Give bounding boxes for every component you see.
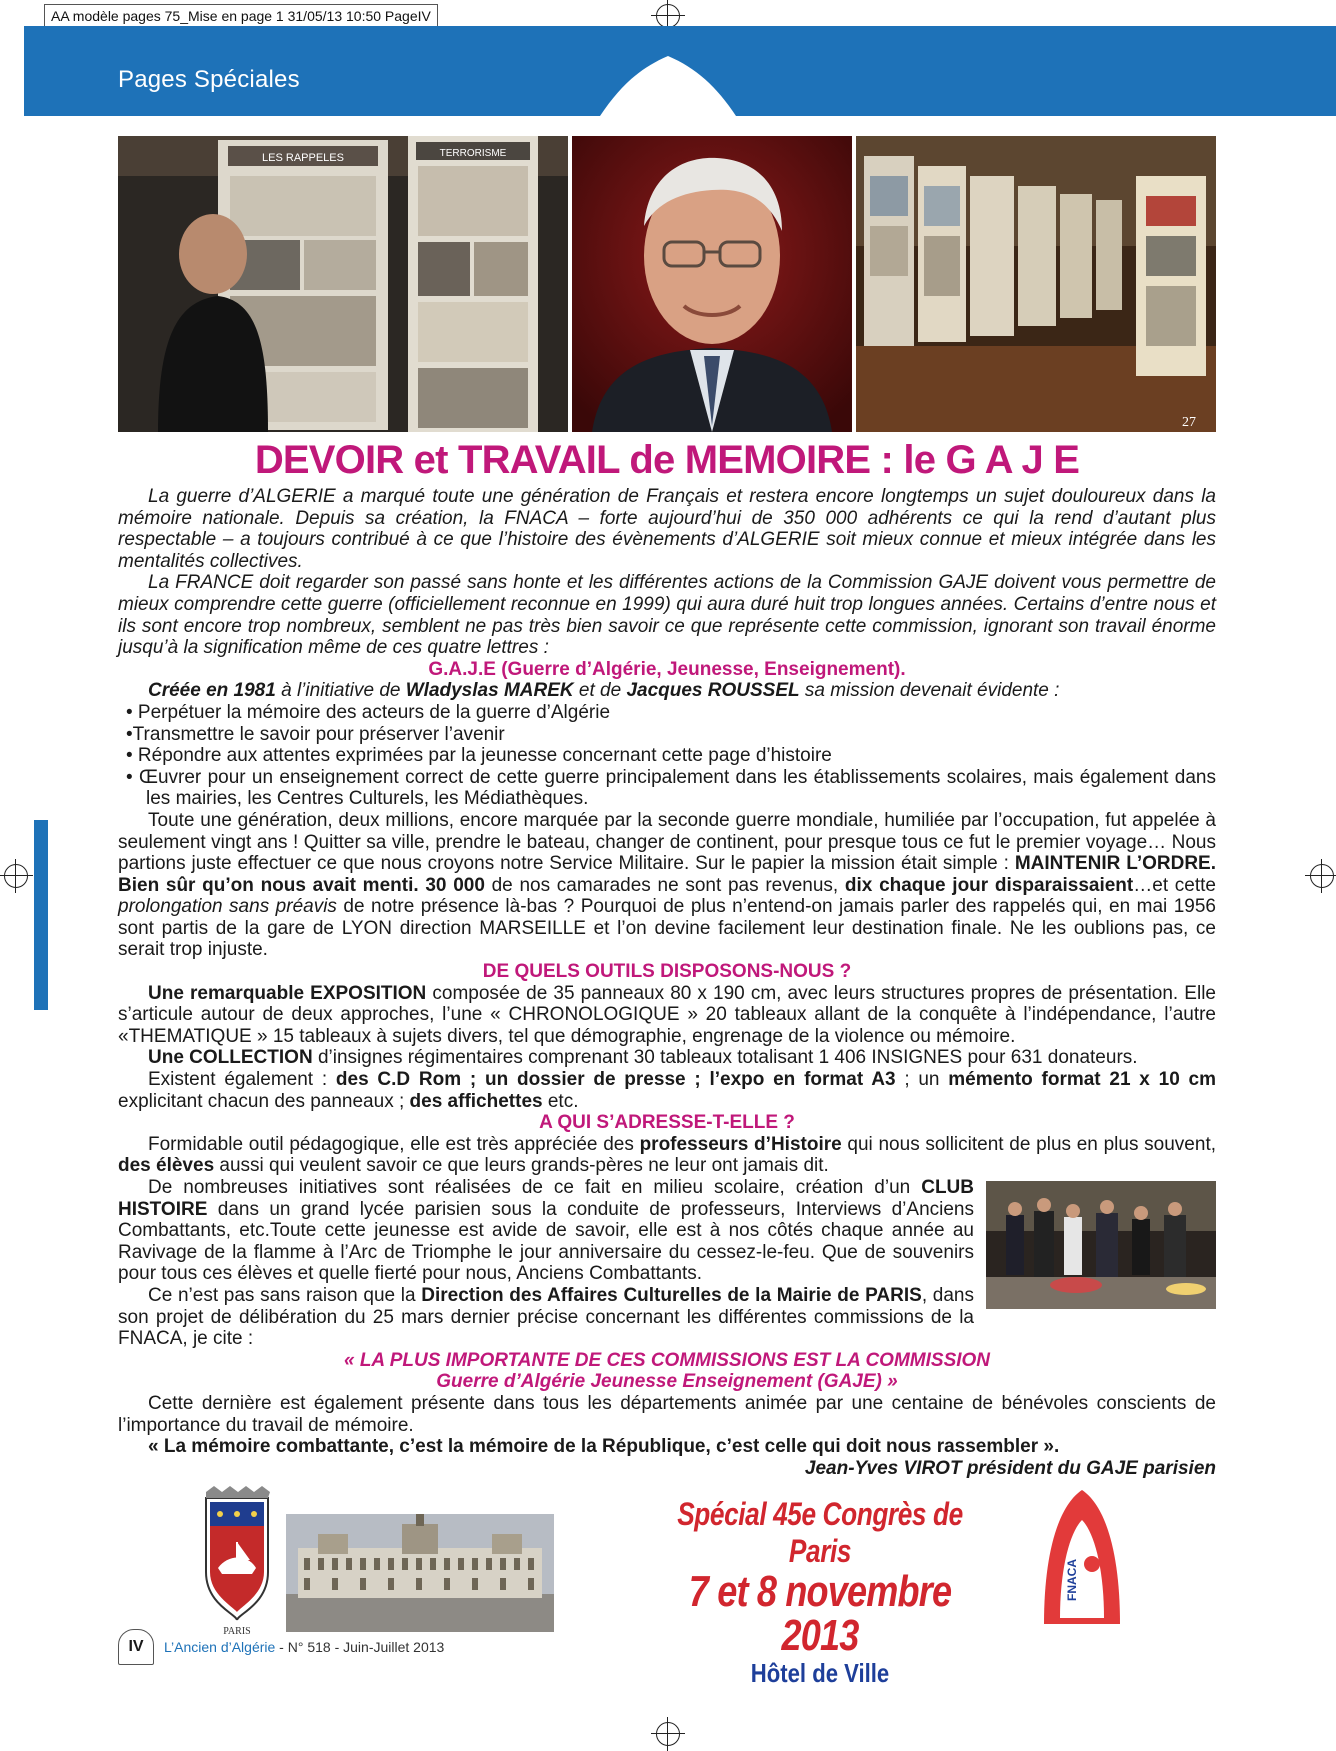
publication-name: L’Ancien d’Algérie bbox=[164, 1639, 276, 1655]
mission-bullet: •Transmettre le savoir pour préserver l’avenir bbox=[126, 723, 505, 745]
panel-label-terrorisme: TERRORISME bbox=[439, 148, 507, 159]
created-date: Créée en 1981 bbox=[148, 680, 276, 702]
materials-paragraph: Existent également : des C.D Rom ; un dossier de presse ; l’expo en format A3 ; un mémento format 21 x 10 cm explicitant chacun des panneaux ; des affichettes etc. bbox=[118, 1069, 1217, 1112]
founder-1: Wladyslas MAREK bbox=[405, 680, 574, 702]
article-body bbox=[118, 486, 1216, 1479]
motto-paragraph: « La mémoire combattante, c’est la mémoire de la République, c’est celle qui doit nous rassembler ». bbox=[148, 1436, 1060, 1458]
exhibition-hall-photo bbox=[856, 136, 1216, 432]
side-color-bar bbox=[34, 820, 48, 1010]
signature: Jean-Yves VIROT président du GAJE parisien bbox=[804, 1457, 1216, 1479]
header-arch-ornament bbox=[0, 0, 1336, 130]
congress-line-3: Hôtel de Ville bbox=[750, 1658, 890, 1688]
closing-paragraph: Cette dernière est également présente dans tous les départements animée par une centaine de bénévoles conscients de l’importance du travail de mémoire. bbox=[118, 1392, 1216, 1436]
print-slug: AA modèle pages 75_Mise en page 1 31/05/13 10:50 PageIV bbox=[44, 4, 438, 28]
page-footer bbox=[118, 1630, 444, 1664]
created-paragraph: Créée en 1981 à l’initiative de Wladyslas MAREK et de Jacques ROUSSEL sa mission devenait évidente : bbox=[148, 680, 1060, 702]
panel-label-rappeles: LES RAPPELES bbox=[262, 152, 344, 164]
collection-paragraph: Une COLLECTION d’insignes régimentaires comprenant 30 tableaux totalisant 1 406 INSIGNES pour 631 donateurs. bbox=[148, 1047, 1138, 1069]
publication-info bbox=[164, 1639, 444, 1655]
acronym-line: G.A.J.E (Guerre d’Algérie, Jeunesse, Enseignement). bbox=[428, 658, 906, 680]
exposition-paragraph: Une remarquable EXPOSITION composée de 35 panneaux 80 x 190 cm, avec leurs structures propres de présentation. Elle s’articule autour de deux approches, l’une « CHRONOLOGIQUE » 20 tableaux allant de la conquête à l’indépendance, l’autre «THEMATIQUE » 15 tableaux à sujets divers, tel que démographie, engrenage de la violence ou mémoire. bbox=[118, 982, 1216, 1047]
panel-number: 27 bbox=[1182, 415, 1196, 430]
registration-mark-left bbox=[4, 864, 28, 888]
intro-paragraph-2: La FRANCE doit regarder son passé sans honte et les différentes actions de la Commission GAJE doivent vous permettre de mieux comprendre cette guerre (officiellement reconnue en 1999) qui aura duré huit trop longues années. Certains d’entre nous et ils sont encore trop nombreux, semblent ne pas très bien savoir ce que représente cette commission, ignorant son travail énorme jusqu’à la signification même de ces quatre lettres : bbox=[118, 572, 1216, 659]
heading-tools: DE QUELS OUTILS DISPOSONS-NOUS ? bbox=[482, 961, 852, 983]
ceremony-photo bbox=[986, 1181, 1216, 1309]
mission-bullet: • Œuvrer pour un enseignement correct de cette guerre principalement dans les établissements scolaires, mais également dans les mairies, les Centres Culturels, les Médiathèques. bbox=[126, 766, 1216, 810]
photo-strip bbox=[118, 136, 1216, 432]
mission-bullet: • Répondre aux attentes exprimées par la jeunesse concernant cette page d’histoire bbox=[126, 745, 832, 767]
congress-line-1: Spécial 45e Congrès de Paris bbox=[677, 1496, 963, 1569]
quote-line-2: Guerre d’Algérie Jeunesse Enseignement (GAJE) » bbox=[436, 1371, 898, 1393]
quote-line-1: « LA PLUS IMPORTANTE DE CES COMMISSIONS EST LA COMMISSION bbox=[343, 1349, 991, 1371]
school-paragraph: De nombreuses initiatives sont réalisées de ce fait en milieu scolaire, création d’un CLUB HISTOIRE dans un grand lycée parisien sous la conduite de professeurs, Interviews d’Anciens Combattants, etc.Toute cette jeunesse est avide de savoir, elle est à nos côtés chaque année au Ravivage de la flamme à l’Arc de Triomphe le jour anniversaire du cessez-le-feu. Que de souvenirs pour tous ces élèves et quelle fierté pour nous, Anciens Combattants. bbox=[118, 1177, 974, 1285]
portrait-photo bbox=[572, 136, 852, 432]
section-label: Pages Spéciales bbox=[118, 66, 300, 93]
heading-audience: A QUI S’ADRESSE-T-ELLE ? bbox=[539, 1112, 795, 1134]
tool-paragraph: Formidable outil pédagogique, elle est très appréciée des professeurs d’Histoire qui nous sollicitent de plus en plus souvent, des élèves aussi qui veulent savoir ce que leurs grands-pères ne leur ont jamais dit. bbox=[118, 1133, 1217, 1177]
congress-line-2: 7 et 8 novembre 2013 bbox=[688, 1567, 952, 1660]
generation-paragraph: Toute une génération, deux millions, encore marquée par la seconde guerre mondiale, humiliée par l’occupation, fut appelée à seulement vingt ans ! Quitter sa ville, prendre le bateau, changer de continent, pour presque tous ce fut le premier voyage… Nous partions juste effectuer ce que nous croyons notre Service Militaire. Sur le papier la mission était simple : MAINTENIR L’ORDRE. Bien sûr qu’on nous avait menti. 30 000 de nos camarades ne sont pas revenus, dix chaque jour disparaissaient…et cette prolongation sans préavis de notre présence là-bas ? Pourquoi de plus n’entend-on jamais parler des rappelés qui, en mai 1956 sont partis de la gare de LYON direction MARSEILLE et l’on devine facilement leur destination finale. Ne les oublions pas, ce serait trop injuste. bbox=[118, 809, 1216, 961]
page-number: IV bbox=[118, 1629, 154, 1665]
mission-bullet: • Perpétuer la mémoire des acteurs de la guerre d’Algérie bbox=[126, 701, 611, 723]
congress-text bbox=[610, 1496, 1030, 1689]
intro-paragraph-1: La guerre d’ALGERIE a marqué toute une génération de Français et restera encore longtemps un sujet douloureux dans la mémoire nationale. Depuis sa création, la FNACA – forte aujourd’hui de 350 000 adhérents ce qui la rend d’autant plus respectable – a toujours contribué à ce que l’histoire des évènements d’ALGERIE soit mieux connue et mieux intégrée dans les mentalités collectives. bbox=[118, 486, 1216, 572]
fnaca-logo-text: FNACA bbox=[1065, 1559, 1079, 1601]
issue-info: - N° 518 - Juin-Juillet 2013 bbox=[275, 1639, 445, 1655]
registration-mark-bottom bbox=[656, 1722, 680, 1746]
founder-2: Jacques ROUSSEL bbox=[626, 680, 800, 702]
paris-paragraph: Ce n’est pas sans raison que la Direction des Affaires Culturelles de la Mairie de PARIS, dans son projet de délibération du 25 mars dernier précise concernant les différentes commissions de la FNACA, je cite : bbox=[118, 1284, 974, 1350]
coat-caption: PARIS bbox=[223, 1626, 251, 1636]
article-title: DEVOIR et TRAVAIL de MEMOIRE : le G A J E bbox=[254, 438, 1080, 482]
exhibition-visitor-photo bbox=[118, 136, 568, 432]
registration-mark-right bbox=[1310, 864, 1334, 888]
